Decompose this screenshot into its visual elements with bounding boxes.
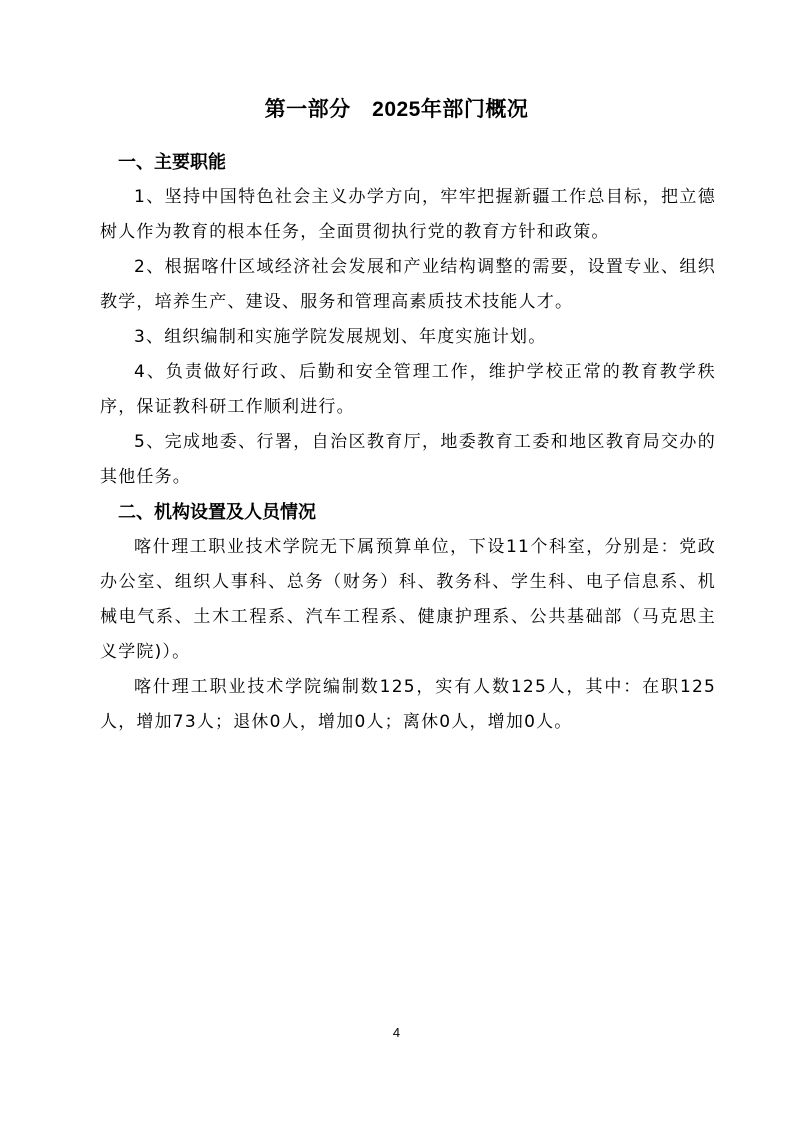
paragraph-staffing: 喀什理工职业技术学院编制数125，实有人数125人，其中：在职125人，增加73人；退休0人，增加0人；离休0人，增加0人。 <box>100 677 716 732</box>
paragraph-departments: 喀什理工职业技术学院无下属预算单位，下设11个科室，分别是：党政办公室、组织人事科、总务（财务）科、教务科、学生科、电子信息系、机械电气系、土木工程系、汽车工程系、健康护理系、公共基础部（马克思主义学院)）。 <box>100 537 716 662</box>
document-body <box>100 145 716 740</box>
page-number: 4 <box>392 1025 401 1040</box>
paragraph-function-5: 5、完成地委、行署，自治区教育厅，地委教育工委和地区教育局交办的其他任务。 <box>100 432 716 487</box>
paragraph-function-1: 1、坚持中国特色社会主义办学方向，牢牢把握新疆工作总目标，把立德树人作为教育的根本任务，全面贯彻执行党的教育方针和政策。 <box>100 187 716 242</box>
paragraph-function-4: 4、负责做好行政、后勤和安全管理工作，维护学校正常的教育教学秩序，保证教科研工作顺利进行。 <box>100 362 716 417</box>
section-heading-functions: 一、主要职能 <box>118 152 226 173</box>
section-heading-organization: 二、机构设置及人员情况 <box>118 502 316 523</box>
paragraph-function-2: 2、根据喀什区域经济社会发展和产业结构调整的需要，设置专业、组织教学，培养生产、建设、服务和管理高素质技术技能人才。 <box>100 257 716 312</box>
page-title: 第一部分 2025年部门概况 <box>264 98 529 121</box>
paragraph-function-3: 3、组织编制和实施学院发展规划、年度实施计划。 <box>134 327 547 347</box>
